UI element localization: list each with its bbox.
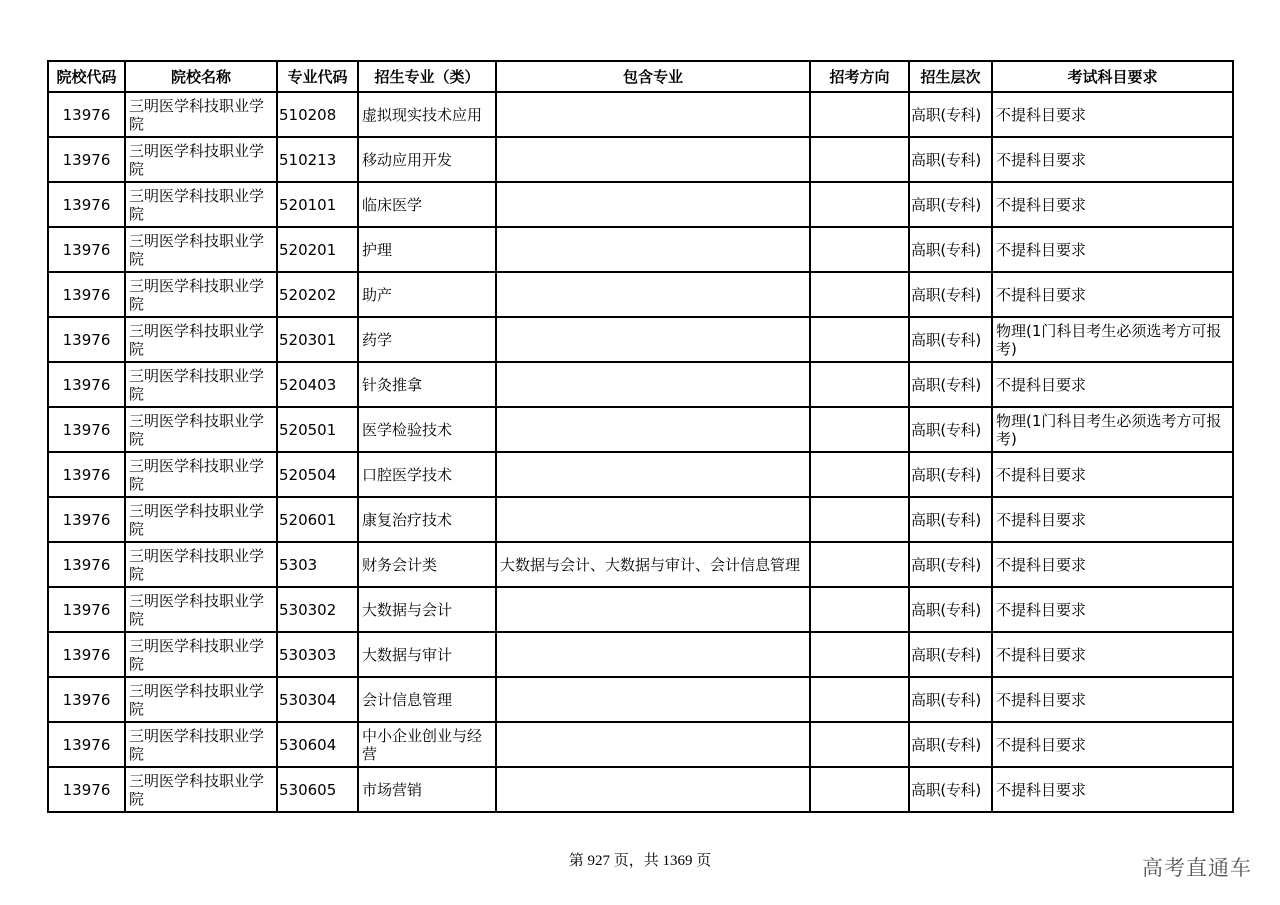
school-name-cell: 三明医学科技职业学院 bbox=[125, 497, 277, 542]
included-majors-cell bbox=[496, 407, 810, 452]
school-code-cell: 13976 bbox=[48, 92, 125, 137]
school-name-cell: 三明医学科技职业学院 bbox=[125, 317, 277, 362]
header-school-name: 院校名称 bbox=[125, 61, 277, 92]
major-cell: 口腔医学技术 bbox=[358, 452, 496, 497]
table-header-row bbox=[48, 61, 1233, 92]
level-cell: 高职(专科) bbox=[909, 137, 992, 182]
major-code-cell: 520601 bbox=[277, 497, 358, 542]
subject-requirement-cell: 不提科目要求 bbox=[992, 497, 1233, 542]
direction-cell bbox=[810, 272, 909, 317]
header-subject-requirement: 考试科目要求 bbox=[992, 61, 1233, 92]
subject-requirement-cell: 不提科目要求 bbox=[992, 722, 1233, 767]
direction-cell bbox=[810, 632, 909, 677]
admissions-table bbox=[47, 60, 1234, 813]
major-code-cell: 520403 bbox=[277, 362, 358, 407]
major-code-cell: 530605 bbox=[277, 767, 358, 812]
major-code-cell: 520501 bbox=[277, 407, 358, 452]
header-major: 招生专业（类） bbox=[358, 61, 496, 92]
direction-cell bbox=[810, 587, 909, 632]
level-cell: 高职(专科) bbox=[909, 317, 992, 362]
school-name-cell: 三明医学科技职业学院 bbox=[125, 182, 277, 227]
included-majors-cell bbox=[496, 362, 810, 407]
subject-requirement-cell: 不提科目要求 bbox=[992, 632, 1233, 677]
included-majors-cell bbox=[496, 722, 810, 767]
level-cell: 高职(专科) bbox=[909, 542, 992, 587]
included-majors-cell bbox=[496, 767, 810, 812]
school-name-cell: 三明医学科技职业学院 bbox=[125, 272, 277, 317]
school-code-cell: 13976 bbox=[48, 677, 125, 722]
level-cell: 高职(专科) bbox=[909, 452, 992, 497]
table-row bbox=[48, 182, 1233, 227]
major-cell: 市场营销 bbox=[358, 767, 496, 812]
school-code-cell: 13976 bbox=[48, 227, 125, 272]
major-code-cell: 5303 bbox=[277, 542, 358, 587]
school-code-cell: 13976 bbox=[48, 272, 125, 317]
major-cell: 财务会计类 bbox=[358, 542, 496, 587]
direction-cell bbox=[810, 317, 909, 362]
header-school-code: 院校代码 bbox=[48, 61, 125, 92]
direction-cell bbox=[810, 182, 909, 227]
major-cell: 移动应用开发 bbox=[358, 137, 496, 182]
direction-cell bbox=[810, 452, 909, 497]
school-name-cell: 三明医学科技职业学院 bbox=[125, 407, 277, 452]
level-cell: 高职(专科) bbox=[909, 677, 992, 722]
school-name-cell: 三明医学科技职业学院 bbox=[125, 227, 277, 272]
level-cell: 高职(专科) bbox=[909, 182, 992, 227]
major-code-cell: 510213 bbox=[277, 137, 358, 182]
subject-requirement-cell: 不提科目要求 bbox=[992, 137, 1233, 182]
included-majors-cell bbox=[496, 452, 810, 497]
direction-cell bbox=[810, 362, 909, 407]
included-majors-cell bbox=[496, 137, 810, 182]
school-code-cell: 13976 bbox=[48, 632, 125, 677]
direction-cell bbox=[810, 767, 909, 812]
school-name-cell: 三明医学科技职业学院 bbox=[125, 137, 277, 182]
school-code-cell: 13976 bbox=[48, 587, 125, 632]
subject-requirement-cell: 不提科目要求 bbox=[992, 542, 1233, 587]
table-body bbox=[48, 92, 1233, 812]
table-row bbox=[48, 497, 1233, 542]
school-code-cell: 13976 bbox=[48, 317, 125, 362]
level-cell: 高职(专科) bbox=[909, 632, 992, 677]
subject-requirement-cell: 物理(1门科目考生必须选考方可报考) bbox=[992, 407, 1233, 452]
table-row bbox=[48, 542, 1233, 587]
major-code-cell: 510208 bbox=[277, 92, 358, 137]
subject-requirement-cell: 不提科目要求 bbox=[992, 92, 1233, 137]
header-major-code: 专业代码 bbox=[277, 61, 358, 92]
included-majors-cell bbox=[496, 587, 810, 632]
direction-cell bbox=[810, 497, 909, 542]
table-row bbox=[48, 92, 1233, 137]
level-cell: 高职(专科) bbox=[909, 407, 992, 452]
major-code-cell: 530304 bbox=[277, 677, 358, 722]
major-cell: 助产 bbox=[358, 272, 496, 317]
school-code-cell: 13976 bbox=[48, 722, 125, 767]
level-cell: 高职(专科) bbox=[909, 722, 992, 767]
school-code-cell: 13976 bbox=[48, 767, 125, 812]
major-cell: 护理 bbox=[358, 227, 496, 272]
school-code-cell: 13976 bbox=[48, 452, 125, 497]
school-name-cell: 三明医学科技职业学院 bbox=[125, 722, 277, 767]
included-majors-cell bbox=[496, 272, 810, 317]
table-row bbox=[48, 632, 1233, 677]
major-code-cell: 520504 bbox=[277, 452, 358, 497]
school-name-cell: 三明医学科技职业学院 bbox=[125, 587, 277, 632]
school-code-cell: 13976 bbox=[48, 407, 125, 452]
subject-requirement-cell: 不提科目要求 bbox=[992, 362, 1233, 407]
major-code-cell: 530604 bbox=[277, 722, 358, 767]
major-cell: 针灸推拿 bbox=[358, 362, 496, 407]
direction-cell bbox=[810, 407, 909, 452]
watermark-logo: 高考直通车 bbox=[1142, 856, 1252, 880]
major-cell: 中小企业创业与经营 bbox=[358, 722, 496, 767]
major-code-cell: 530303 bbox=[277, 632, 358, 677]
major-cell: 大数据与会计 bbox=[358, 587, 496, 632]
major-code-cell: 530302 bbox=[277, 587, 358, 632]
major-code-cell: 520201 bbox=[277, 227, 358, 272]
included-majors-cell: 大数据与会计、大数据与审计、会计信息管理 bbox=[496, 542, 810, 587]
major-code-cell: 520301 bbox=[277, 317, 358, 362]
subject-requirement-cell: 不提科目要求 bbox=[992, 587, 1233, 632]
subject-requirement-cell: 不提科目要求 bbox=[992, 227, 1233, 272]
school-name-cell: 三明医学科技职业学院 bbox=[125, 632, 277, 677]
included-majors-cell bbox=[496, 677, 810, 722]
school-name-cell: 三明医学科技职业学院 bbox=[125, 362, 277, 407]
direction-cell bbox=[810, 137, 909, 182]
level-cell: 高职(专科) bbox=[909, 587, 992, 632]
school-code-cell: 13976 bbox=[48, 362, 125, 407]
level-cell: 高职(专科) bbox=[909, 497, 992, 542]
major-cell: 医学检验技术 bbox=[358, 407, 496, 452]
included-majors-cell bbox=[496, 227, 810, 272]
level-cell: 高职(专科) bbox=[909, 362, 992, 407]
school-code-cell: 13976 bbox=[48, 542, 125, 587]
included-majors-cell bbox=[496, 497, 810, 542]
school-code-cell: 13976 bbox=[48, 182, 125, 227]
major-cell: 会计信息管理 bbox=[358, 677, 496, 722]
level-cell: 高职(专科) bbox=[909, 92, 992, 137]
major-code-cell: 520101 bbox=[277, 182, 358, 227]
school-name-cell: 三明医学科技职业学院 bbox=[125, 767, 277, 812]
direction-cell bbox=[810, 227, 909, 272]
school-name-cell: 三明医学科技职业学院 bbox=[125, 677, 277, 722]
table-row bbox=[48, 137, 1233, 182]
major-cell: 康复治疗技术 bbox=[358, 497, 496, 542]
table-row bbox=[48, 452, 1233, 497]
table-row bbox=[48, 587, 1233, 632]
included-majors-cell bbox=[496, 632, 810, 677]
major-code-cell: 520202 bbox=[277, 272, 358, 317]
level-cell: 高职(专科) bbox=[909, 227, 992, 272]
major-cell: 药学 bbox=[358, 317, 496, 362]
direction-cell bbox=[810, 722, 909, 767]
subject-requirement-cell: 不提科目要求 bbox=[992, 182, 1233, 227]
included-majors-cell bbox=[496, 92, 810, 137]
school-code-cell: 13976 bbox=[48, 137, 125, 182]
direction-cell bbox=[810, 542, 909, 587]
included-majors-cell bbox=[496, 317, 810, 362]
direction-cell bbox=[810, 92, 909, 137]
school-code-cell: 13976 bbox=[48, 497, 125, 542]
level-cell: 高职(专科) bbox=[909, 767, 992, 812]
header-included-majors: 包含专业 bbox=[496, 61, 810, 92]
table-row bbox=[48, 362, 1233, 407]
table-row bbox=[48, 317, 1233, 362]
subject-requirement-cell: 不提科目要求 bbox=[992, 767, 1233, 812]
header-direction: 招考方向 bbox=[810, 61, 909, 92]
header-level: 招生层次 bbox=[909, 61, 992, 92]
subject-requirement-cell: 不提科目要求 bbox=[992, 272, 1233, 317]
school-name-cell: 三明医学科技职业学院 bbox=[125, 452, 277, 497]
table-row bbox=[48, 272, 1233, 317]
subject-requirement-cell: 不提科目要求 bbox=[992, 452, 1233, 497]
subject-requirement-cell: 物理(1门科目考生必须选考方可报考) bbox=[992, 317, 1233, 362]
table-row bbox=[48, 677, 1233, 722]
major-cell: 虚拟现实技术应用 bbox=[358, 92, 496, 137]
included-majors-cell bbox=[496, 182, 810, 227]
table-row bbox=[48, 767, 1233, 812]
table-row bbox=[48, 227, 1233, 272]
page-number: 第 927 页，共 1369 页 bbox=[568, 853, 712, 869]
level-cell: 高职(专科) bbox=[909, 272, 992, 317]
school-name-cell: 三明医学科技职业学院 bbox=[125, 92, 277, 137]
table-row bbox=[48, 407, 1233, 452]
direction-cell bbox=[810, 677, 909, 722]
major-cell: 临床医学 bbox=[358, 182, 496, 227]
subject-requirement-cell: 不提科目要求 bbox=[992, 677, 1233, 722]
school-name-cell: 三明医学科技职业学院 bbox=[125, 542, 277, 587]
major-cell: 大数据与审计 bbox=[358, 632, 496, 677]
table-row bbox=[48, 722, 1233, 767]
